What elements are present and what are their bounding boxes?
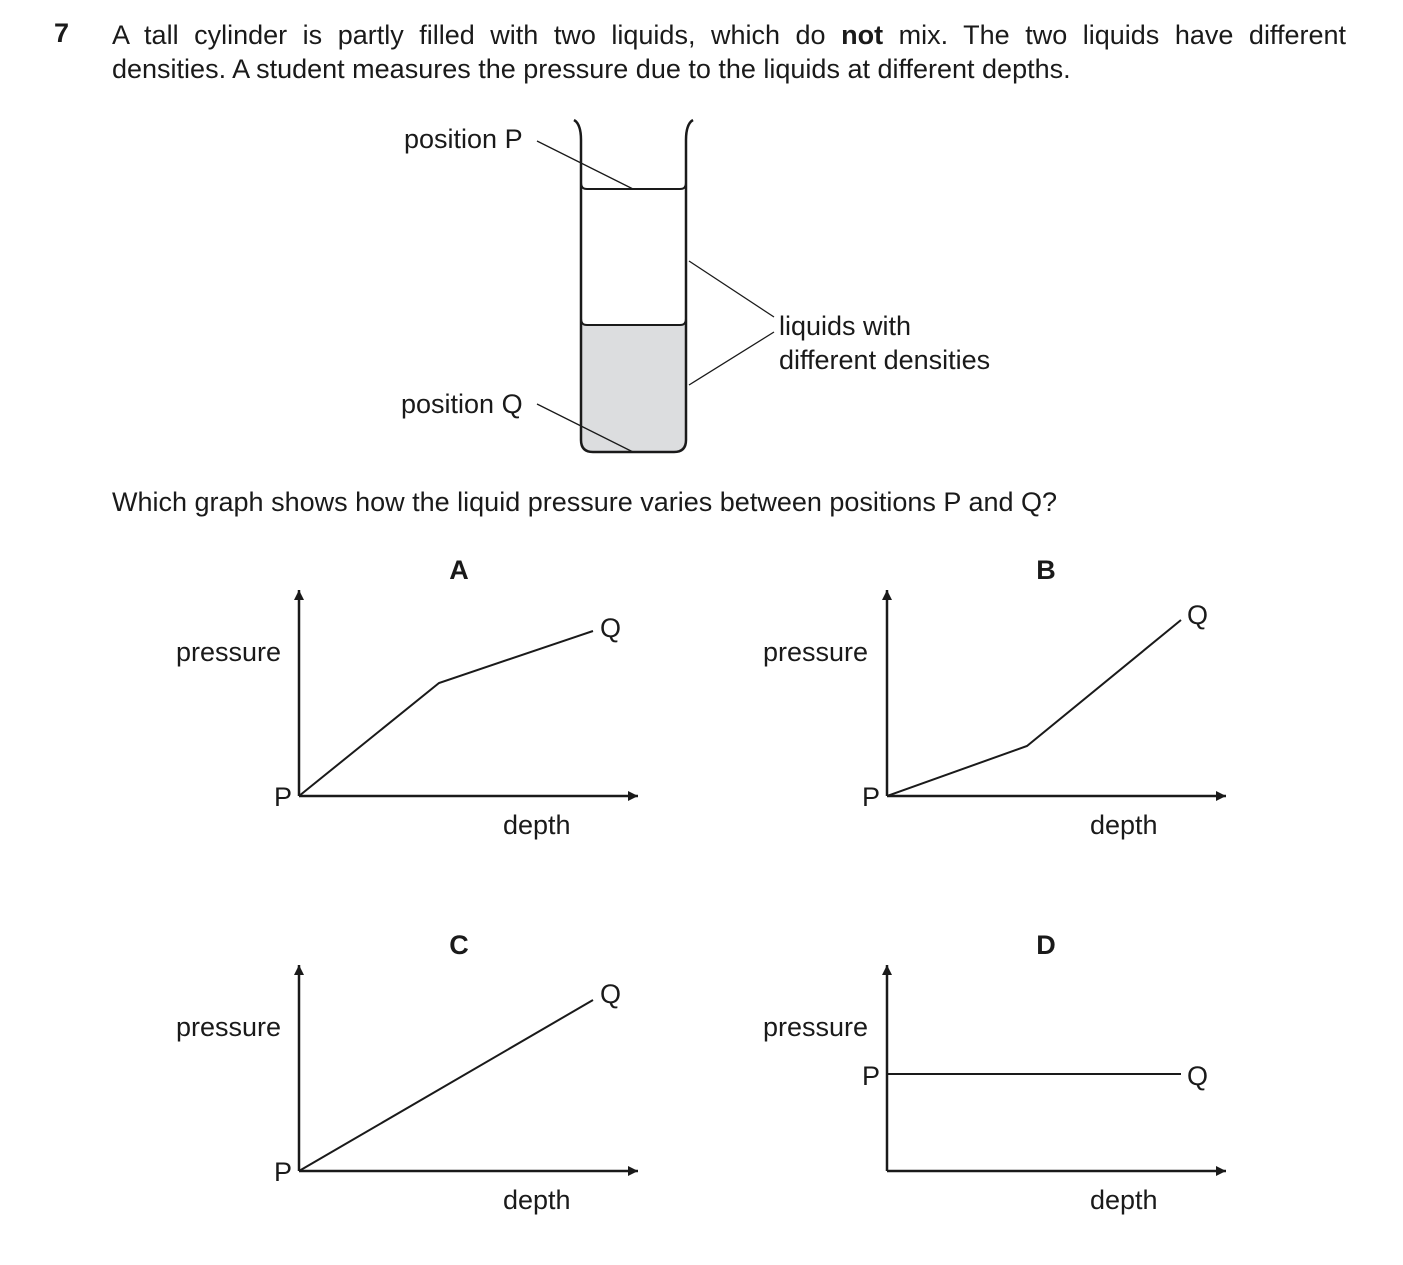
y-axis-label: pressure (176, 637, 282, 667)
end-label-q: Q (1187, 600, 1209, 630)
question-number: 7 (54, 18, 70, 48)
end-label-q: Q (600, 979, 622, 1009)
x-axis-label: depth (503, 1185, 571, 1215)
option-letter-a: A (449, 555, 469, 585)
graph-option-b[interactable] (763, 555, 1226, 840)
label-liquids-line-1: liquids with (779, 311, 912, 341)
graph-option-d[interactable] (763, 930, 1226, 1215)
start-label-p: P (862, 1061, 881, 1091)
y-axis-label: pressure (176, 1012, 282, 1042)
cylinder-diagram (401, 120, 990, 452)
start-label-p: P (274, 782, 293, 812)
option-letter-c: C (449, 930, 469, 960)
lower-liquid (581, 325, 686, 452)
pressure-line (887, 620, 1181, 796)
label-position-p: position P (404, 124, 523, 154)
graph-option-a[interactable] (176, 555, 638, 840)
label-position-q: position Q (401, 389, 523, 419)
option-letter-b: B (1036, 555, 1056, 585)
graph-option-c[interactable] (176, 930, 638, 1215)
label-liquids-line-2: different densities (779, 345, 991, 375)
question-emphasis: not (841, 20, 884, 50)
liquid-surface-top (581, 183, 686, 189)
leader-line-lower-liquid (689, 332, 774, 385)
end-label-q: Q (1187, 1061, 1209, 1091)
question-line-1-start: A tall cylinder is partly filled with two liquids, which do (112, 20, 842, 50)
start-label-p: P (862, 782, 881, 812)
pressure-line (299, 1000, 593, 1171)
leader-line-p (537, 141, 633, 189)
question-line-2: densities. A student measures the pressure due to the liquids at different depths. (112, 54, 1071, 84)
x-axis-label: depth (503, 810, 571, 840)
question-line-1-end: mix. The two liquids have different (883, 20, 1346, 50)
start-label-p: P (274, 1157, 293, 1187)
liquid-interface (581, 319, 686, 325)
pressure-line (299, 631, 593, 796)
y-axis-label: pressure (763, 637, 869, 667)
option-letter-d: D (1036, 930, 1056, 960)
y-axis-label: pressure (763, 1012, 869, 1042)
leader-line-upper-liquid (689, 261, 774, 317)
question-prompt: Which graph shows how the liquid pressure varies between positions P and Q? (112, 487, 1058, 517)
end-label-q: Q (600, 613, 622, 643)
x-axis-label: depth (1090, 810, 1158, 840)
x-axis-label: depth (1090, 1185, 1158, 1215)
